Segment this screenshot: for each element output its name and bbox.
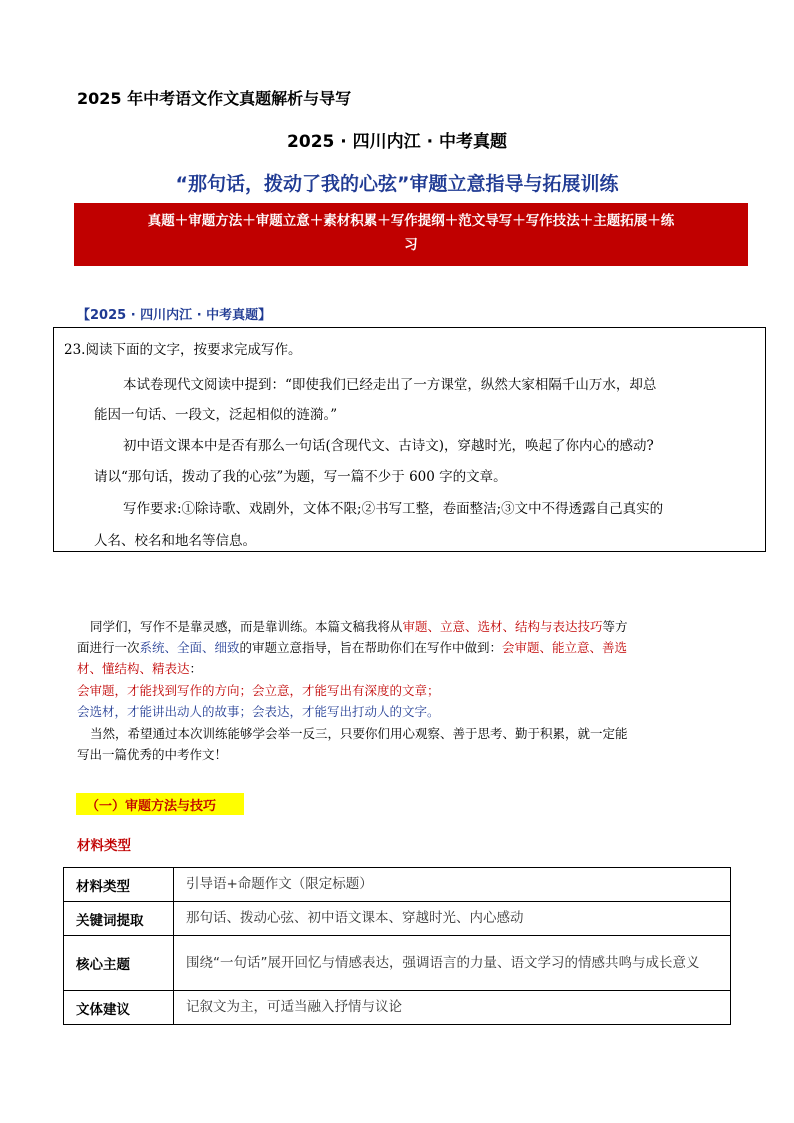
table-key: 关键词提取 xyxy=(64,902,174,936)
intro-text: 等方 xyxy=(602,619,628,634)
intro-text: 同学们，写作不是靠灵感，而是靠训练。本篇文稿我将从 xyxy=(90,619,403,634)
intro-line-6: 当然，希望通过本次训练能够学会举一反三，只要你们用心观察、善于思考、勤于积累，就一定能 xyxy=(90,726,628,741)
question-line-4: 初中语文课本中是否有那么一句话(含现代文、古诗文)，穿越时光，唤起了你内心的感动? xyxy=(123,438,654,454)
intro-text: 面进行一次 xyxy=(77,640,140,655)
table-key: 材料类型 xyxy=(64,868,174,902)
table-value: 那句话、拨动心弦、初中语文课本、穿越时光、内心感动 xyxy=(174,902,731,936)
intro-line-4: 会审题，才能找到写作的方向；会立意，才能写出有深度的文章； xyxy=(77,683,440,698)
banner-line-1: 真题＋审题方法＋审题立意＋素材积累＋写作提纲＋范文导写＋写作技法＋主题拓展＋练 xyxy=(147,213,675,229)
question-section-tag: 【2025 · 四川内江 · 中考真题】 xyxy=(77,308,272,323)
main-title xyxy=(0,169,794,196)
question-line-5: 请以“那句话，拨动了我的心弦”为题，写一篇不少于 600 字的文章。 xyxy=(94,469,507,485)
table-value: 引导语+命题作文（限定标题） xyxy=(174,868,731,902)
intro-line-3 xyxy=(77,659,202,679)
document-title: 2025 年中考语文作文真题解析与导写 xyxy=(77,89,352,108)
section-heading: （一）审题方法与技巧 xyxy=(86,799,217,814)
table-row xyxy=(64,936,731,991)
banner-line-2: 习 xyxy=(404,237,418,253)
intro-blue-text: 系统、全面、细致 xyxy=(139,640,240,655)
intro-text: ： xyxy=(189,661,203,676)
main-title-quote: “那句话，拨动了我的心弦” xyxy=(175,173,410,195)
exam-title: 2025 · 四川内江 · 中考真题 xyxy=(287,132,507,152)
table-value: 围绕“一句话”展开回忆与情感表达，强调语言的力量、语文学习的情感共鸣与成长意义 xyxy=(174,936,731,991)
question-line-6: 写作要求:①除诗歌、戏剧外，文体不限;②书写工整，卷面整洁;③文中不得透露自己真实的 xyxy=(123,501,664,517)
question-line-3: 能因一句话、一段文，泛起相似的涟漪。” xyxy=(94,407,338,423)
table-key: 文体建议 xyxy=(64,991,174,1025)
subheading-material-type: 材料类型 xyxy=(77,838,131,854)
question-box xyxy=(53,327,766,552)
analysis-table xyxy=(63,867,731,1025)
contents-banner xyxy=(74,203,748,266)
table-key: 核心主题 xyxy=(64,936,174,991)
question-line-2: 本试卷现代文阅读中提到：“即使我们已经走出了一方课堂，纵然大家相隔千山万水，却总 xyxy=(123,377,657,393)
intro-line-1 xyxy=(90,617,628,637)
intro-red-text: 材、懂结构、精表达 xyxy=(77,661,190,676)
question-line-7: 人名、校名和地名等信息。 xyxy=(94,533,256,549)
intro-line-7: 写出一篇优秀的中考作文！ xyxy=(77,747,228,762)
intro-line-5: 会选材，才能讲出动人的故事；会表达，才能写出打动人的文字。 xyxy=(77,704,440,719)
question-line-1: 23.阅读下面的文字，按要求完成写作。 xyxy=(64,342,302,358)
table-row xyxy=(64,902,731,936)
intro-line-2 xyxy=(77,638,627,658)
intro-text: 的审题立意指导，旨在帮助你们在写作中做到： xyxy=(239,640,503,655)
intro-red-text: 会审题、能立意、善选 xyxy=(502,640,628,655)
table-value: 记叙文为主，可适当融入抒情与议论 xyxy=(174,991,731,1025)
table-row xyxy=(64,868,731,902)
table-row xyxy=(64,991,731,1025)
intro-red-text: 审题、立意、选材、结构与表达技巧 xyxy=(402,619,603,634)
main-title-rest: 审题立意指导与拓展训练 xyxy=(409,173,619,195)
